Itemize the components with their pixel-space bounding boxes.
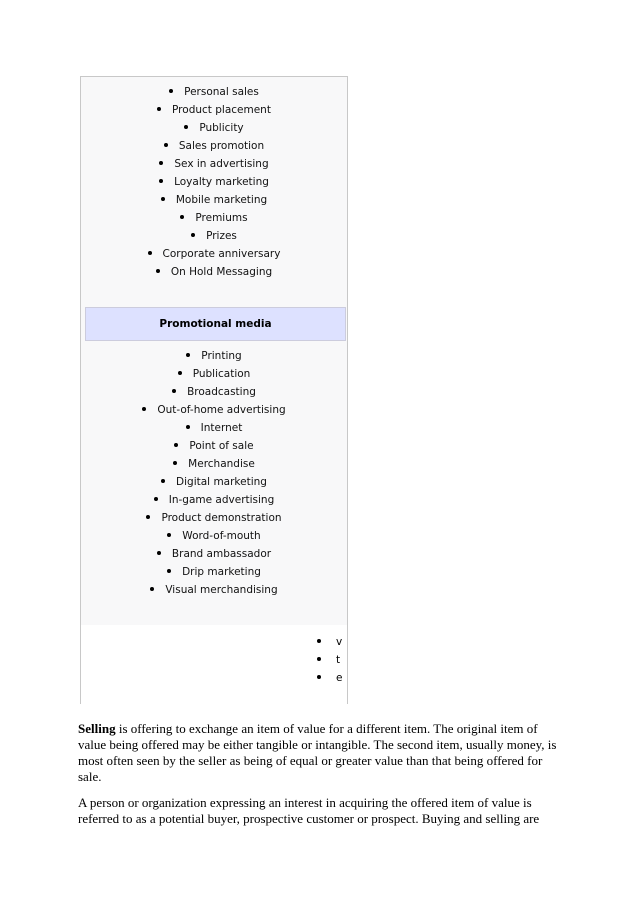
list-item[interactable]: Point of sale bbox=[81, 437, 347, 455]
bullet-icon bbox=[157, 107, 161, 111]
bullet-icon bbox=[169, 89, 173, 93]
bullet-icon bbox=[191, 233, 195, 237]
promotional-media-header[interactable]: Promotional media bbox=[85, 307, 346, 341]
article-paragraph: A person or organization expressing an interest in acquiring the offered item of value is referred to as a potential buyer, prospective customer or prospect. Buying and selling are bbox=[78, 795, 540, 826]
list-item[interactable]: Product demonstration bbox=[81, 509, 347, 527]
selling-term: Selling bbox=[78, 721, 116, 736]
list-item[interactable]: Drip marketing bbox=[81, 563, 347, 581]
promotion-tactics-list bbox=[81, 83, 347, 281]
list-item[interactable]: Sex in advertising bbox=[81, 155, 347, 173]
promotional-media-list bbox=[81, 347, 347, 599]
vte-edit-link[interactable]: e bbox=[317, 669, 342, 687]
list-item[interactable]: Merchandise bbox=[81, 455, 347, 473]
bullet-icon bbox=[186, 353, 190, 357]
bullet-icon bbox=[174, 443, 178, 447]
bullet-icon bbox=[317, 675, 321, 679]
list-item[interactable]: Loyalty marketing bbox=[81, 173, 347, 191]
bullet-icon bbox=[159, 179, 163, 183]
list-item[interactable]: On Hold Messaging bbox=[81, 263, 347, 281]
marketing-navbox bbox=[80, 76, 348, 704]
bullet-icon bbox=[167, 533, 171, 537]
bullet-icon bbox=[317, 657, 321, 661]
article-paragraph: Selling is offering to exchange an item of value for a different item. The original item of value being offered may be either tangible or intangible. The second item, usually money, is most often seen by the seller as being of equal or greater value than that being offered for sale. bbox=[78, 721, 557, 784]
list-item[interactable]: Premiums bbox=[81, 209, 347, 227]
list-item[interactable]: Brand ambassador bbox=[81, 545, 347, 563]
bullet-icon bbox=[148, 251, 152, 255]
bullet-icon bbox=[167, 569, 171, 573]
list-item[interactable]: Prizes bbox=[81, 227, 347, 245]
bullet-icon bbox=[142, 407, 146, 411]
bullet-icon bbox=[164, 143, 168, 147]
bullet-icon bbox=[154, 497, 158, 501]
bullet-icon bbox=[184, 125, 188, 129]
bullet-icon bbox=[161, 479, 165, 483]
bullet-icon bbox=[157, 551, 161, 555]
list-item[interactable]: Mobile marketing bbox=[81, 191, 347, 209]
list-item[interactable]: Out-of-home advertising bbox=[81, 401, 347, 419]
list-item[interactable]: Printing bbox=[81, 347, 347, 365]
bullet-icon bbox=[173, 461, 177, 465]
bullet-icon bbox=[172, 389, 176, 393]
vte-talk-link[interactable]: t bbox=[317, 651, 342, 669]
list-item[interactable]: Product placement bbox=[81, 101, 347, 119]
list-item[interactable]: Corporate anniversary bbox=[81, 245, 347, 263]
list-item[interactable]: In-game advertising bbox=[81, 491, 347, 509]
bullet-icon bbox=[161, 197, 165, 201]
list-item[interactable]: Word-of-mouth bbox=[81, 527, 347, 545]
list-item[interactable]: Internet bbox=[81, 419, 347, 437]
list-item[interactable]: Sales promotion bbox=[81, 137, 347, 155]
navbox-footer bbox=[81, 625, 347, 704]
vte-view-link[interactable]: v bbox=[317, 633, 342, 651]
bullet-icon bbox=[156, 269, 160, 273]
list-item[interactable]: Personal sales bbox=[81, 83, 347, 101]
list-item[interactable]: Broadcasting bbox=[81, 383, 347, 401]
list-item[interactable]: Digital marketing bbox=[81, 473, 347, 491]
list-item[interactable]: Publication bbox=[81, 365, 347, 383]
list-item[interactable]: Publicity bbox=[81, 119, 347, 137]
bullet-icon bbox=[317, 639, 321, 643]
bullet-icon bbox=[159, 161, 163, 165]
bullet-icon bbox=[186, 425, 190, 429]
bullet-icon bbox=[146, 515, 150, 519]
list-item[interactable]: Visual merchandising bbox=[81, 581, 347, 599]
bullet-icon bbox=[180, 215, 184, 219]
bullet-icon bbox=[150, 587, 154, 591]
bullet-icon bbox=[178, 371, 182, 375]
vte-links bbox=[317, 633, 342, 687]
